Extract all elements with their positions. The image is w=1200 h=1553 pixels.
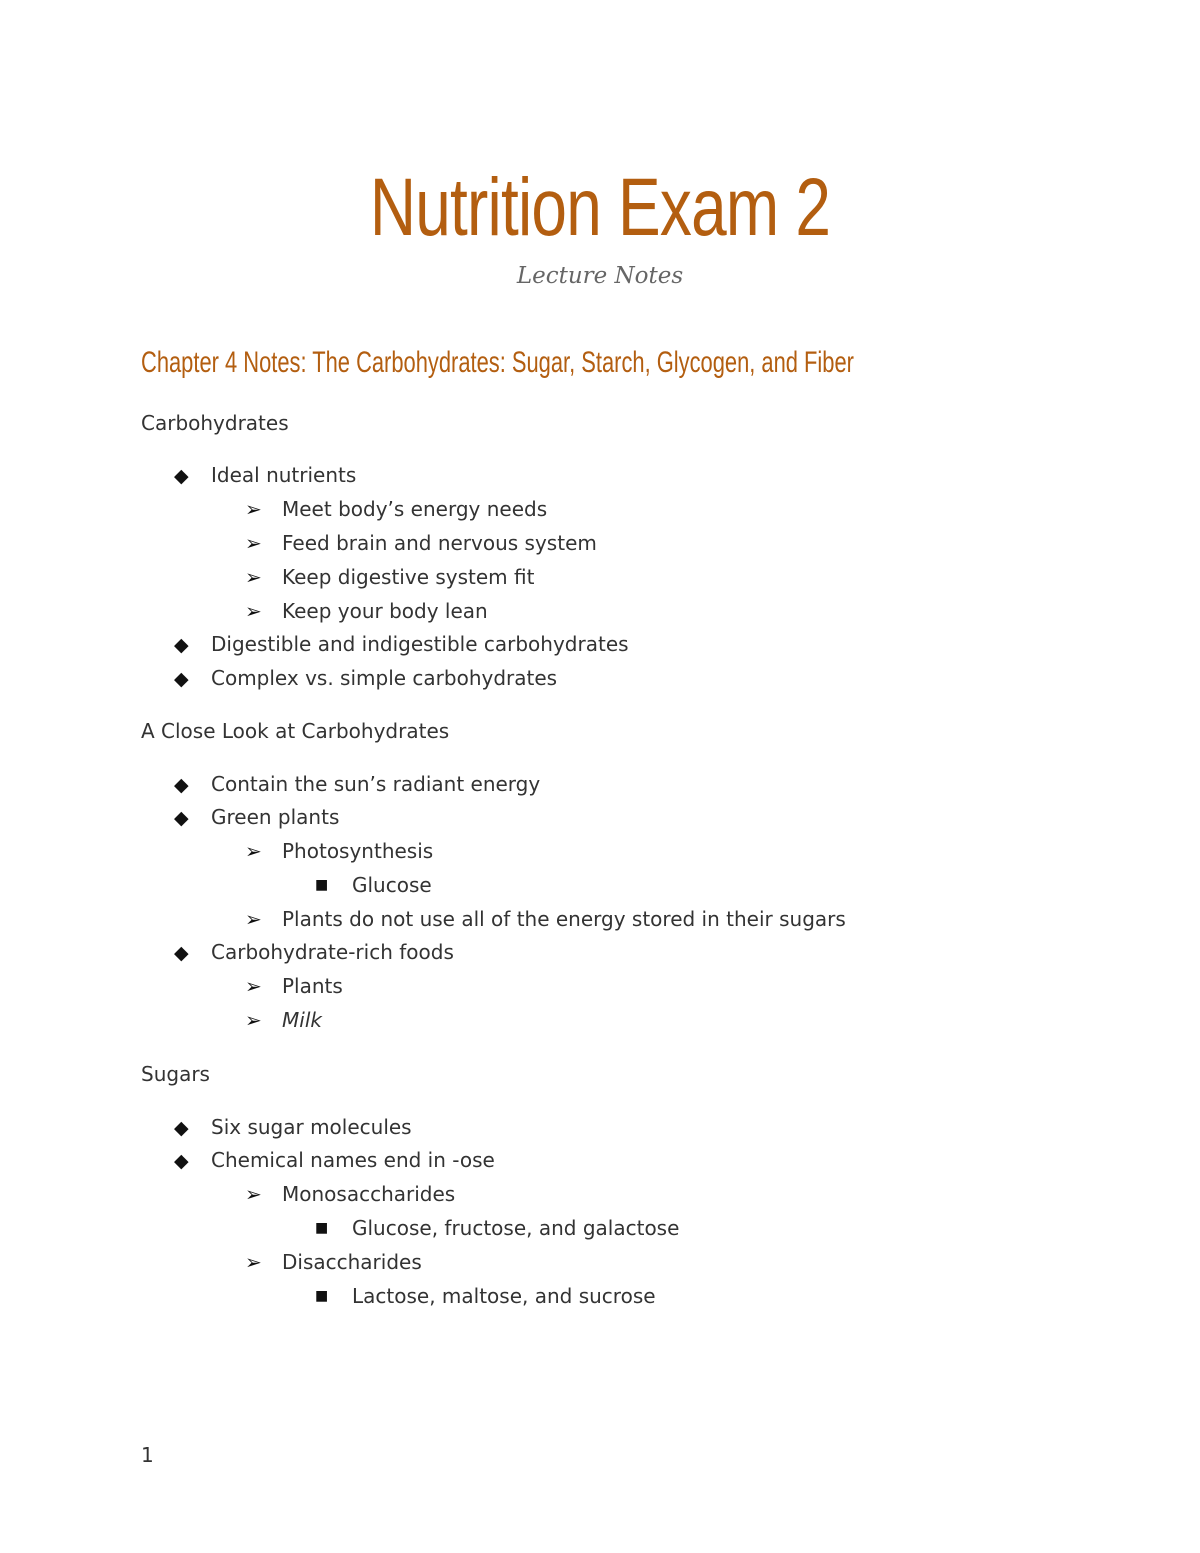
list-item: Green plants: [211, 805, 340, 829]
diamond-bullet-icon: ◆: [174, 942, 189, 964]
diamond-bullet-icon: ◆: [174, 668, 189, 690]
square-bullet-icon: ■: [315, 877, 329, 893]
list-item: Glucose: [352, 873, 432, 897]
arrow-bullet-icon: ➢: [245, 974, 262, 998]
document-title: Nutrition Exam 2: [369, 162, 831, 253]
diamond-bullet-icon: ◆: [174, 634, 189, 656]
square-bullet-icon: ■: [315, 1288, 329, 1304]
arrow-bullet-icon: ➢: [245, 907, 262, 931]
list-item: Keep digestive system fit: [282, 565, 535, 589]
section-heading: Carbohydrates: [141, 411, 289, 435]
arrow-bullet-icon: ➢: [245, 497, 262, 521]
list-item: Contain the sun’s radiant energy: [211, 772, 541, 796]
diamond-bullet-icon: ◆: [174, 1150, 189, 1172]
square-bullet-icon: ■: [315, 1220, 329, 1236]
list-item: Plants: [282, 974, 343, 998]
list-item: Monosaccharides: [282, 1182, 456, 1206]
list-item: Milk: [282, 1008, 322, 1032]
arrow-bullet-icon: ➢: [245, 839, 262, 863]
arrow-bullet-icon: ➢: [245, 1250, 262, 1274]
list-item: Photosynthesis: [282, 839, 434, 863]
diamond-bullet-icon: ◆: [174, 807, 189, 829]
section-heading: Sugars: [141, 1062, 210, 1086]
list-item: Six sugar molecules: [211, 1115, 412, 1139]
list-item: Feed brain and nervous system: [282, 531, 597, 555]
list-item: Carbohydrate-rich foods: [211, 940, 454, 964]
list-item: Ideal nutrients: [211, 463, 357, 487]
document-subtitle: Lecture Notes: [516, 263, 684, 289]
list-item: Plants do not use all of the energy stored in their sugars: [282, 907, 846, 931]
list-item: Digestible and indigestible carbohydrates: [211, 632, 629, 656]
list-item: Disaccharides: [282, 1250, 422, 1274]
arrow-bullet-icon: ➢: [245, 599, 262, 623]
arrow-bullet-icon: ➢: [245, 531, 262, 555]
list-item: Chemical names end in -ose: [211, 1148, 495, 1172]
diamond-bullet-icon: ◆: [174, 774, 189, 796]
arrow-bullet-icon: ➢: [245, 565, 262, 589]
list-item: Lactose, maltose, and sucrose: [352, 1284, 656, 1308]
list-item: Complex vs. simple carbohydrates: [211, 666, 558, 690]
diamond-bullet-icon: ◆: [174, 1117, 189, 1139]
arrow-bullet-icon: ➢: [245, 1182, 262, 1206]
diamond-bullet-icon: ◆: [174, 465, 189, 487]
section-heading: A Close Look at Carbohydrates: [141, 719, 450, 743]
list-item: Keep your body lean: [282, 599, 488, 623]
chapter-heading: Chapter 4 Notes: The Carbohydrates: Sugar, Starch, Glycogen, and Fiber: [141, 346, 854, 379]
list-item: Glucose, fructose, and galactose: [352, 1216, 680, 1240]
arrow-bullet-icon: ➢: [245, 1008, 262, 1032]
page-number: 1: [141, 1443, 154, 1467]
list-item: Meet body’s energy needs: [282, 497, 548, 521]
